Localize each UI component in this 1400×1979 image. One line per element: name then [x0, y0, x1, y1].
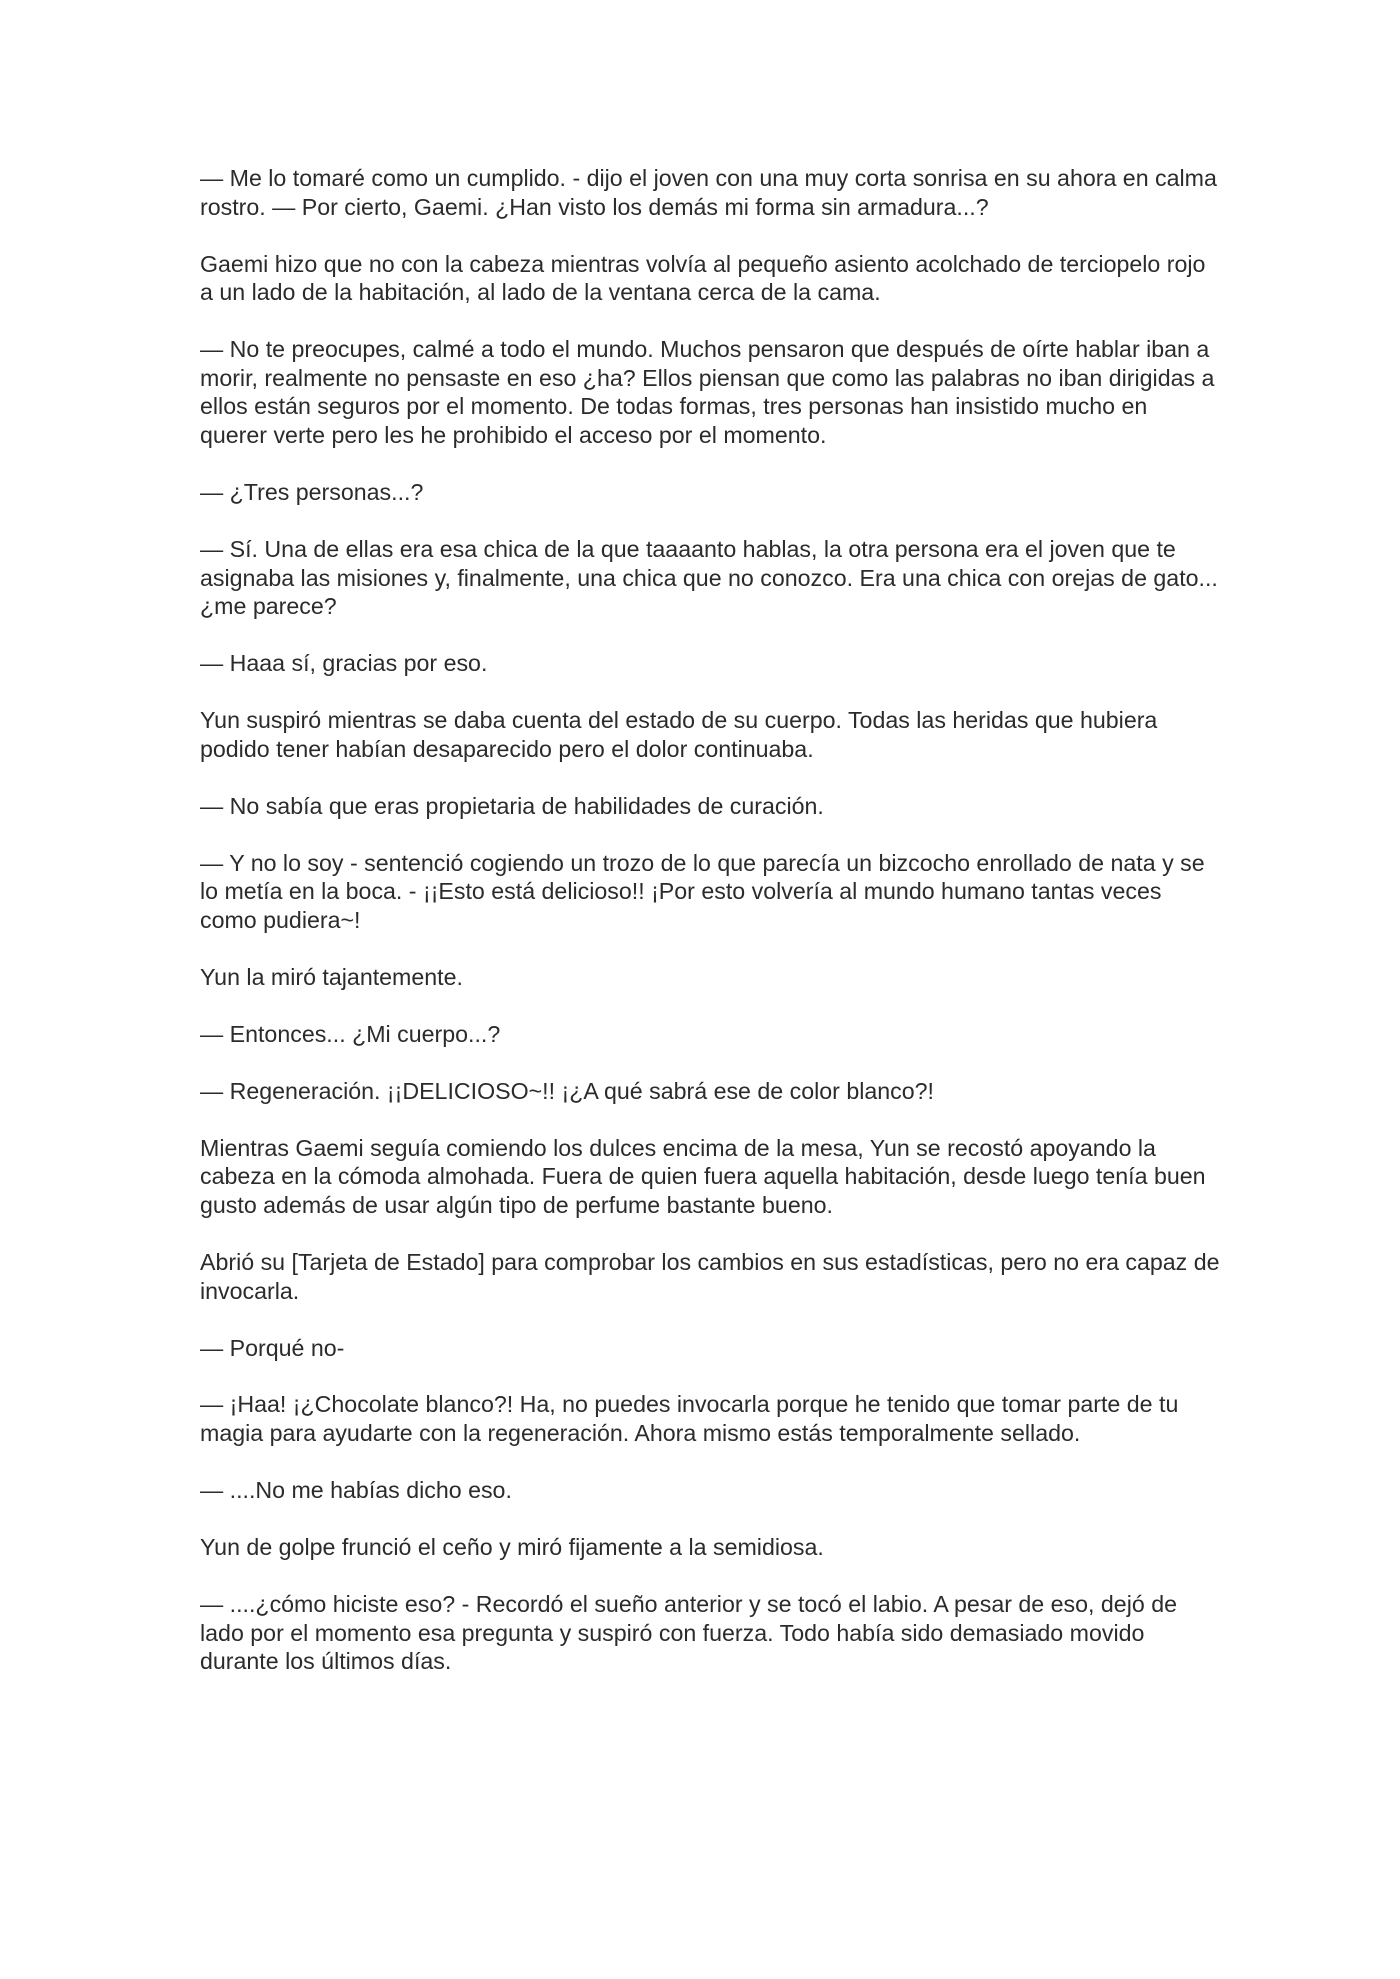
paragraph: Gaemi hizo que no con la cabeza mientras volvía al pequeño asiento acolchado de terciopelo rojo a un lado de la habitación, al lado de la ventana cerca de la cama.: [200, 250, 1206, 306]
paragraph: Yun la miró tajantemente.: [200, 963, 463, 990]
paragraph: — ....¿cómo hiciste eso? - Recordó el sueño anterior y se tocó el labio. A pesar de eso, dejó de lado por el momento esa pregunta y suspiró con fuerza. Todo había sido demasiado movido durante los últimos días.: [200, 1591, 1177, 1675]
paragraph: Abrió su [Tarjeta de Estado] para comprobar los cambios en sus estadísticas, pero no era capaz de invocarla.: [200, 1248, 1220, 1304]
paragraph: — Y no lo soy - sentenció cogiendo un trozo de lo que parecía un bizcocho enrollado de nata y se lo metía en la boca. - ¡¡Esto está delicioso!! ¡Por esto volvería al mundo humano tantas veces como pudiera~!: [200, 849, 1205, 933]
paragraph: — ¡Haa! ¡¿Chocolate blanco?! Ha, no puedes invocarla porque he tenido que tomar parte de tu magia para ayudarte con la regeneración. Ahora mismo estás temporalmente sellado.: [200, 1391, 1179, 1447]
paragraph: — No sabía que eras propietaria de habilidades de curación.: [200, 792, 824, 819]
paragraph: — Sí. Una de ellas era esa chica de la que taaaanto hablas, la otra persona era el joven que te asignaba las misiones y, finalmente, una chica que no conozco. Era una chica con orejas de gato... ¿me parece?: [200, 535, 1218, 620]
paragraph: — Haaa sí, gracias por eso.: [200, 650, 488, 677]
paragraph: Yun suspiró mientras se daba cuenta del estado de su cuerpo. Todas las heridas que hubiera podido tener habían desaparecido pero el dolor continuaba.: [200, 707, 1158, 762]
paragraph: — ....No me habías dicho eso.: [200, 1477, 512, 1504]
document-body: [200, 164, 1220, 1704]
paragraph: — Entonces... ¿Mi cuerpo...?: [200, 1020, 501, 1047]
paragraph: Mientras Gaemi seguía comiendo los dulces encima de la mesa, Yun se recostó apoyando la cabeza en la cómoda almohada. Fuera de quien fuera aquella habitación, desde luego tenía buen gusto además de usar algún tipo de perfume bastante bueno.: [200, 1134, 1206, 1218]
paragraph: — Regeneración. ¡¡DELICIOSO~!! ¡¿A qué sabrá ese de color blanco?!: [200, 1077, 934, 1104]
paragraph: — ¿Tres personas...?: [200, 478, 424, 505]
paragraph: Yun de golpe frunció el ceño y miró fijamente a la semidiosa.: [200, 1534, 824, 1561]
paragraph: — No te preocupes, calmé a todo el mundo. Muchos pensaron que después de oírte hablar iban a morir, realmente no pensaste en eso ¿ha? Ellos piensan que como las palabras no iban dirigidas a ellos están seguros por el momento. De todas formas, tres personas han insistido mucho en querer verte pero les he prohibido el acceso por el momento.: [200, 336, 1215, 448]
paragraph: — Porqué no-: [200, 1334, 345, 1361]
paragraph: — Me lo tomaré como un cumplido. - dijo el joven con una muy corta sonrisa en su ahora en calma rostro. — Por cierto, Gaemi. ¿Han visto los demás mi forma sin armadura...?: [200, 165, 1217, 220]
